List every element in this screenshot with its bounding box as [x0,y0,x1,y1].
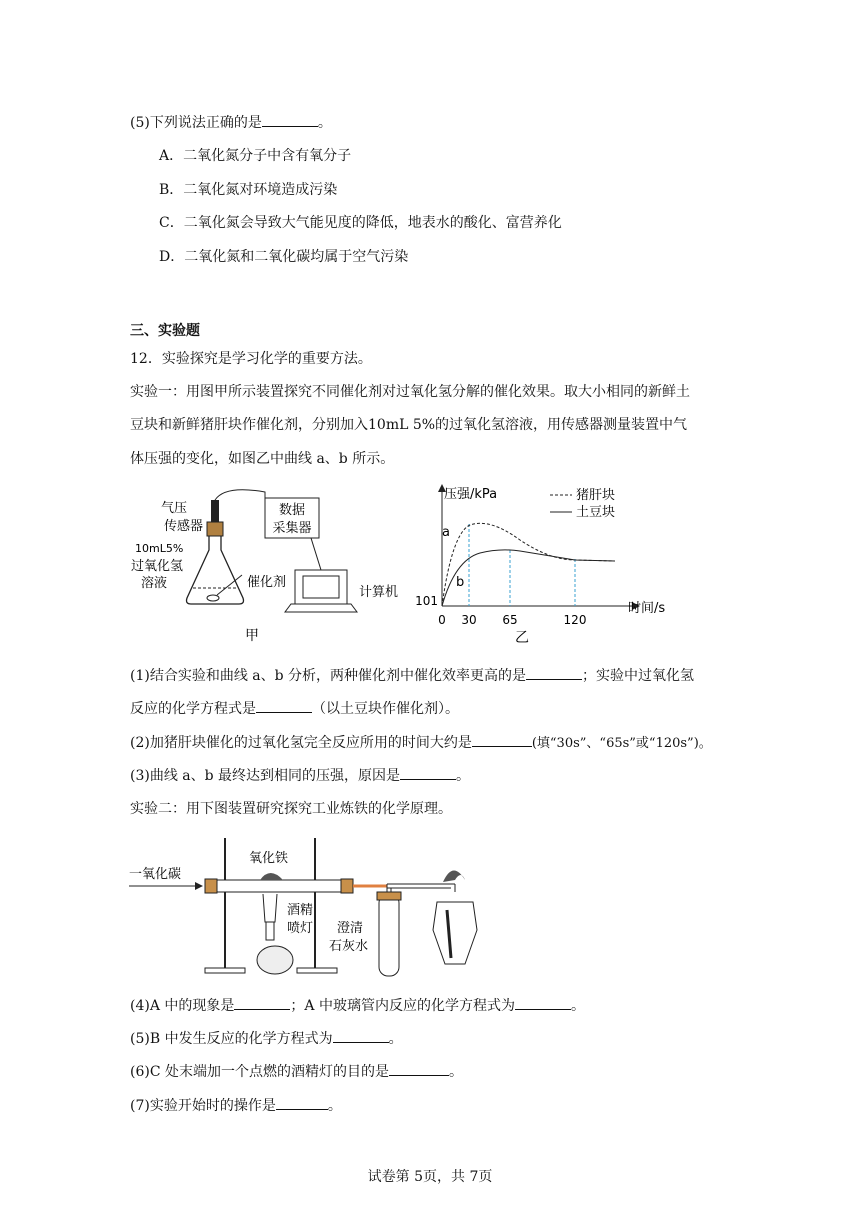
answer-blank[interactable] [262,112,318,127]
answer-blank[interactable] [234,995,290,1010]
wire [311,538,321,570]
page-footer: 试卷第 5页，共 7页 [367,1169,493,1185]
curve-label-b: b [456,575,465,590]
q12-part3: (3)曲线 a、b 最终达到相同的压强，原因是 。 [130,765,470,786]
answer-blank[interactable] [389,1061,449,1076]
lamp-neck [266,922,274,940]
catalyst-pointer [217,575,242,595]
lamp-flame [263,894,277,922]
x-tick-0: 0 [438,613,446,627]
q5-stem: (5)下列说法正确的是 。 [130,112,332,133]
stand-base-right [297,968,337,973]
stopper-left [205,879,217,893]
collector-label-1: 数据 [278,503,306,518]
curve-label-a: a [442,525,450,540]
solution-label-3: 溶液 [141,576,168,591]
y-axis-label: 压强/kPa [444,487,498,502]
solution-label-1: 10mL5% [135,542,184,555]
answer-blank[interactable] [400,765,456,780]
q5-option-d: D．二氧化氮和二氧化碳均属于空气污染 [159,249,409,265]
lamp-label-2: 喷灯 [287,921,314,936]
sensor-device [211,500,219,522]
figure-iron-smelting [125,830,505,980]
answer-blank[interactable] [526,665,582,680]
q12-part4: (4)A 中的现象是 ；A 中玻璃管内反应的化学方程式为 。 [130,995,585,1016]
computer-display [303,576,339,598]
solution-label-2: 过氧化氢 [131,559,184,574]
catalyst-piece [207,595,219,601]
curve-b-solid [442,550,615,606]
alcohol-lamp-c [433,902,477,964]
limewater-label-2: 石灰水 [329,939,369,954]
computer-label: 计算机 [359,585,399,600]
test-tube-stopper [377,892,401,900]
answer-blank[interactable] [472,732,532,747]
q12-part6: (6)C 处末端加一个点燃的酒精灯的目的是 。 [130,1061,463,1082]
q12-exp2: 实验二：用下图装置研究探究工业炼铁的化学原理。 [130,801,452,817]
answer-blank[interactable] [515,995,571,1010]
co-arrowhead [195,882,203,890]
x-axis-label: 时间/s [628,601,666,616]
answer-blank[interactable] [256,698,312,713]
answer-blank[interactable] [333,1028,389,1043]
q12-exp1-line2: 豆块和新鲜猪肝块作催化剂，分别加入10mL 5%的过氧化氢溶液，用传感器测量装置中气 [130,417,688,433]
figure-yi-chart [410,478,690,648]
q5-option-b: B．二氧化氮对环境造成污染 [159,182,338,198]
fe2o3-label: 氧化铁 [249,851,289,866]
iron-oxide-powder [260,873,283,880]
q12-exp1-line3: 体压强的变化，如图乙中曲线 a、b 所示。 [130,451,395,467]
test-tube-b [379,894,399,976]
q12-exp1-line1: 实验一：用图甲所示装置探究不同催化剂对过氧化氢分解的催化效果。取大小相同的新鲜土 [130,384,690,400]
lamp-label-1: 酒精 [287,903,314,918]
q12-part2: (2)加猪肝块催化的过氧化氢完全反应所用的时间大约是 (填“30s”、“65s”或“120s”)。 [130,732,712,754]
q12-part1-line2: 反应的化学方程式是 （以土豆块作催化剂）。 [130,698,459,719]
collector-label-2: 采集器 [272,521,312,536]
q12-part5: (5)B 中发生反应的化学方程式为 。 [130,1028,403,1049]
stopper-right [341,879,353,893]
section-title: 三、实验题 [130,323,200,339]
x-tick-30: 30 [461,613,477,627]
flame-c [443,870,465,882]
q12-part1-line1: (1)结合实验和曲线 a、b 分析，两种催化剂中催化效率更高的是 ；实验中过氧化氢 [130,665,694,686]
sensor-label-1: 气压 [160,501,187,516]
figure-label-yi: 乙 [515,630,529,646]
co-label: 一氧化碳 [129,867,182,882]
alcohol-blast-lamp [257,946,293,974]
figure-jia [125,480,415,650]
sensor-label-2: 传感器 [163,519,203,534]
catalyst-label: 催化剂 [247,575,287,590]
legend-dashed-label: 猪肝块 [576,488,616,503]
conical-flask [187,536,244,604]
figure-label-jia: 甲 [245,628,259,644]
y-origin-label: 101 [415,594,438,608]
x-tick-120: 120 [563,613,587,627]
stand-base-left [205,968,245,973]
q12-intro: 12．实验探究是学习化学的重要方法。 [130,351,372,367]
glass-tube-a [213,880,349,892]
legend-solid-label: 土豆块 [576,505,616,520]
limewater-label-1: 澄清 [337,921,364,936]
computer-keyboard [285,604,357,612]
answer-blank[interactable] [276,1095,328,1110]
curve-a-dashed [442,523,615,606]
q5-option-a: A．二氧化氮分子中含有氧分子 [159,148,352,164]
q5-option-c: C．二氧化氮会导致大气能见度的降低，地表水的酸化、富营养化 [159,215,562,231]
stopper [207,522,223,536]
glass-tube-connect [387,884,455,888]
wire [215,490,265,500]
x-tick-65: 65 [502,613,518,627]
q12-part7: (7)实验开始时的操作是 。 [130,1095,342,1116]
